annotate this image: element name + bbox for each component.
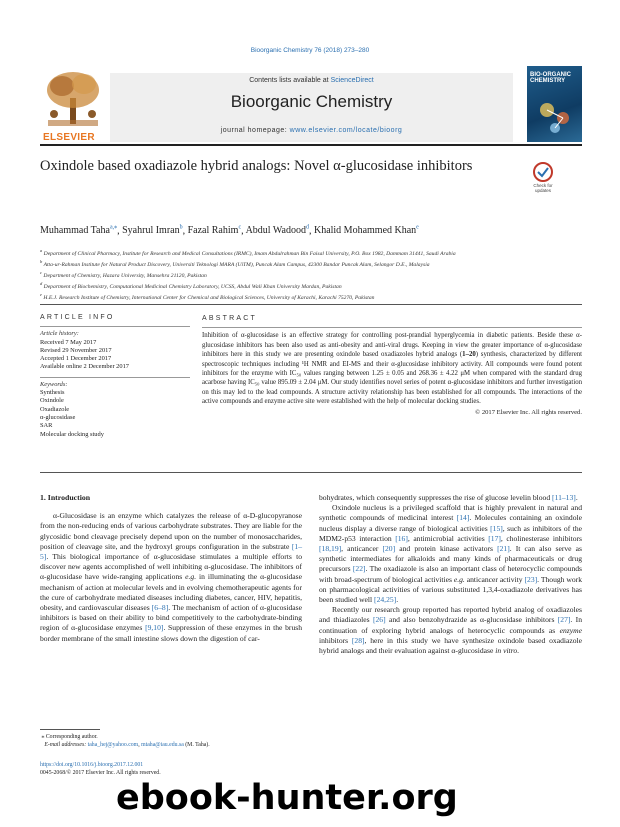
affiliation: [40, 258, 582, 269]
citation-ref[interactable]: [17]: [488, 533, 501, 543]
watermark: ebook-hunter.org: [116, 778, 458, 818]
text-run: Recently our research group reported has reported hybrid analog of oxadiazoles and thiadiazoles: [319, 605, 582, 625]
citation-ref[interactable]: [27]: [557, 615, 571, 625]
doi-link[interactable]: https://doi.org/10.1016/j.bioorg.2017.12.001: [40, 762, 144, 768]
citation-ref[interactable]: [18,19]: [319, 544, 342, 554]
journal-masthead: [40, 60, 582, 142]
homepage-prefix: journal homepage:: [220, 127, 290, 134]
italic-text: enzyme: [559, 625, 582, 635]
text-run: .: [575, 493, 578, 502]
email-link[interactable]: mtaha@iau.edu.sa: [141, 742, 184, 748]
keyword: SAR: [40, 422, 53, 430]
author-name: Syahrul Imran: [122, 225, 180, 237]
italic-text: e.g.: [185, 572, 197, 582]
text-run: . It can also serve as synthetic intermediates for alkaloids and many kinds of pharmaceuticals or drug precursors: [319, 544, 582, 574]
citation-ref[interactable]: [28]: [351, 635, 365, 645]
abstract-heading: ABSTRACT: [202, 315, 257, 322]
author-sup: a,⁎: [109, 225, 118, 231]
history-item: Available online 2 December 2017: [40, 363, 129, 371]
paragraph: [319, 605, 582, 656]
keyword: Oxadiazole: [40, 405, 70, 413]
keyword: Oxindole: [40, 397, 64, 405]
citation-ref[interactable]: [6–8]: [151, 603, 169, 613]
check-updates-icon: [528, 161, 558, 183]
paragraph: [319, 503, 582, 605]
author-sup: c: [238, 225, 242, 231]
italic-text: in vitro: [495, 646, 518, 656]
section-heading: 1. Introduction: [40, 493, 91, 502]
affiliation-text: Atta-ur-Rahman Institute for Natural Product Discovery, Universiti Teknologi MARA (UiTM), Puncak Alam Campus, 42300 Bandar Puncak Alam, Selangor D.E., Malaysia: [43, 261, 430, 268]
affiliation-sup: b: [40, 259, 43, 265]
journal-citation[interactable]: Bioorganic Chemistry 76 (2018) 273–280: [250, 47, 370, 54]
compound-range: 1–20: [462, 351, 476, 359]
keywords-rule: [40, 377, 190, 378]
article-title: Oxindole based oxadiazole hybrid analogs: Novel α-glucosidase inhibitors: [40, 158, 473, 174]
author-sup: d: [305, 225, 309, 231]
contents-prefix: Contents lists available at: [249, 77, 331, 84]
text-run: . Though work on pharmacological activities of various substituted 1,3,4-oxadiazole derivatives has been studied well: [319, 574, 582, 605]
body-column-right: [319, 493, 582, 656]
author-sup: b: [179, 225, 183, 231]
affiliation-text: H.E.J. Research Institute of Chemistry, International Center for Chemical and Biological Sciences, University of Karachi, Karachi 75270, Pakistan: [43, 295, 375, 302]
affiliation-list: [40, 247, 582, 302]
author[interactable]: [40, 225, 117, 236]
italic-text: e.g.: [453, 574, 465, 584]
text-run: . The mechanism of action of α-glucosidase inhibitors is based on their ability to bind competitively to the carbohydrate-binding region of α-glucosidase enzymes: [40, 603, 302, 633]
text-run: , antimicrobial activities: [407, 533, 489, 543]
keyword: Synthesis: [40, 389, 65, 397]
article-info-rule: [40, 326, 190, 327]
affiliation: [40, 269, 582, 280]
affiliation-sup: d: [40, 281, 43, 287]
author-sup: e: [416, 225, 419, 231]
affiliation-sup: e: [40, 292, 42, 298]
email-label: E-mail addresses:: [44, 742, 87, 748]
citation-ref[interactable]: [26]: [372, 615, 386, 625]
footnote-rule: [40, 729, 100, 730]
affiliation-sup: a: [40, 248, 43, 253]
citation-ref[interactable]: [11–13]: [552, 493, 576, 502]
citation-ref[interactable]: [21]: [497, 544, 510, 554]
text-run: .: [396, 595, 399, 605]
affiliation: [40, 291, 582, 302]
corresponding-text: Corresponding author.: [45, 734, 98, 740]
text-run: inhibitors: [319, 635, 352, 645]
cover-molecule-icon: [527, 66, 582, 142]
author-list: Muhammad Taha$^{a,⁎}$, Syahrul Imran$^b$, Fazal Rahim$^c$, Abdul Wadood$^d$, Khalid Mohammed Khan$^e$: [40, 225, 419, 237]
citation-ref[interactable]: [23]: [524, 574, 538, 584]
history-item: Accepted 1 December 2017: [40, 355, 112, 363]
abstract-part: Inhibition of α-glucosidase is an effective strategy for controlling post-prandial hyperglycemia in diabetic patients. Beside these α-glucosidase inhibitors has been also used as anti-obesity and anti-viral drugs. Keeping in view the greater importance of α-glucosidase inhibitors here in this study we are presenting oxindole based oxadiazoles hybrid analogs (: [202, 332, 582, 359]
text-run: and protein kinase activators: [395, 544, 498, 554]
journal-cover[interactable]: [527, 66, 582, 142]
tree-icon: [40, 68, 106, 130]
text-run: . This biological importance of α-glucosidase stimulates a multiple efforts to discover new agents accomplished of well inhibiting α-glucosidase. The inhibitors of α-glucosidase have wide-ranging applications: [40, 552, 302, 582]
email-line: [40, 741, 302, 749]
history-item: Received 7 May 2017: [40, 338, 97, 346]
email-separator: ,: [138, 742, 142, 748]
corresponding-note: [40, 733, 302, 741]
citation-ref[interactable]: [24,25]: [374, 595, 397, 605]
text-run: . Suppression of these enzymes in the brush border membrane of the small intestine slows down the digestion of car-: [40, 623, 302, 643]
header-rule: [40, 144, 582, 146]
affiliation: [40, 280, 582, 291]
check-for-updates-badge[interactable]: [528, 161, 558, 199]
citation-ref[interactable]: [20]: [382, 544, 396, 554]
affiliation-sup: c: [40, 270, 42, 276]
footnote: [40, 733, 302, 749]
article-info: [40, 314, 190, 439]
abstract: [202, 314, 582, 417]
author[interactable]: [314, 225, 419, 236]
text-run: , here in this study we have synthesize oxindole based oxadiazole hybrid analogs and their evaluation against α-glucosidase: [319, 635, 582, 656]
abstract-text: [202, 331, 582, 406]
abstract-rule-bottom: [40, 472, 582, 473]
author-name: Muhammad Taha: [40, 225, 110, 237]
author[interactable]: [188, 225, 242, 236]
citation-ref[interactable]: [15]: [490, 523, 503, 533]
text-run: , anticancer: [341, 544, 383, 554]
text-run: . Molecules containing an oxindole nucleus display a diverse range of biological activities: [319, 513, 583, 533]
abstract-copyright: © 2017 Elsevier Inc. All rights reserved.: [475, 408, 582, 416]
text-run: Oxindole nucleus is a privileged scaffold that is highly prevalent in natural and synthetic compounds of medicinal interest: [319, 503, 582, 523]
author-name: Abdul Wadood: [245, 225, 306, 237]
affiliation-rule: [40, 304, 582, 305]
citation-ref[interactable]: [14]: [456, 513, 470, 523]
body-column-left: [40, 493, 302, 644]
author[interactable]: [246, 225, 309, 236]
affiliation-text: Department of Clinical Pharmacy, Institute for Research and Medical Consultations (IRMC), Imam Abdulrahman Bin Faisal University, P.O. Box 1982, Dammam 31441, Saudi Arabia: [43, 250, 456, 257]
text-run: .: [517, 646, 520, 656]
keyword: α-glucosidase: [40, 413, 76, 421]
author-name: Fazal Rahim: [187, 225, 239, 237]
text-run: anticancer activity: [464, 574, 525, 584]
text-run: . In continuation of exploring hybrid analogs of heterocyclic compounds as: [319, 615, 583, 635]
issn-line: 0045-2068/© 2017 Elsevier Inc. All rights reserved.: [40, 770, 161, 776]
author[interactable]: [122, 225, 183, 236]
journal-homepage: [110, 127, 513, 134]
text-run: . The oxadiazole is also an important class of heterocyclic compounds with broad-spectrum of biological activities: [319, 564, 582, 584]
corresponding-mark: ⁎: [41, 734, 45, 740]
text-run: and also benzohydrazide as α-glucosidase inhibitors: [385, 615, 558, 625]
affiliation-text: Department of Biochemistry, Computational Medicinal Chemistry Laboratory, UCSS, Abdul Wali Khan University Mardan, Pakistan: [43, 284, 342, 291]
paragraph: [319, 493, 582, 503]
keywords-label: Keywords:: [40, 380, 68, 388]
cover-title-line2: CHEMISTRY: [530, 78, 566, 84]
article-info-heading: ARTICLE INFO: [40, 314, 115, 321]
text-run: in illuminating the α-glucosidase mechanism of action at molecular levels and in evolving chemotherapeutic agents for the cure of carbohydrate mediated diseases including diabetes, cancer, HIV, hepatitis, obesity, and cardiovascular diseases: [40, 572, 303, 613]
sciencedirect-link[interactable]: ScienceDirect: [330, 77, 374, 84]
affiliation: [40, 247, 582, 258]
text-run: α-Glucosidase is an enzyme which catalyzes the release of α-D-glucopyranose from the non-reducing ends of various carbohydrate substrates. They are liable for the glycosidic bond cleavage precisely depend upon on the number of monosaccharides, position of cleavage site, and the hydroxyl groups configuration in the substrate: [40, 511, 302, 551]
cover-title-line1: BIO-ORGANIC: [530, 72, 571, 78]
citation-ref[interactable]: [22]: [352, 564, 366, 574]
email-link[interactable]: taha_hej@yahoo.com: [87, 742, 139, 748]
abstract-part: ) synthesis, characterized by different spectroscopic techniques including ¹H NMR and EI-MS and their α-glucosidase inhibitory activity. All compounds were found potent inhibitors for the enzyme with IC₅₀ values ranging between 1.25 ± 0.05 and 268.36 ± 4.22 μM when compared with the standard drug acarbose having IC₅₀ value 895.09 ± 2.04 μM. Our study identifies novel series of potent α-glucosidase inhibitors and further investigation on this may led to the lead compounds. A structure activity relationship has been established for all compounds. The interactions of the active compounds and enzyme active site were established with the help of molecular docking studies.: [202, 351, 582, 406]
citation-ref[interactable]: [1–5]: [40, 541, 302, 562]
text-run: bohydrates, which consequently suppresses the rise of glucose levelin blood: [319, 493, 553, 502]
contents-line: [110, 77, 513, 84]
citation-ref[interactable]: [9,10]: [145, 623, 164, 633]
keyword: Molecular docking study: [40, 430, 104, 438]
elsevier-logo[interactable]: [40, 68, 106, 142]
history-item: Revised 29 November 2017: [40, 346, 112, 354]
history-label: Article history:: [40, 330, 79, 338]
homepage-link[interactable]: www.elsevier.com/locate/bioorg: [289, 127, 403, 134]
email-suffix: (M. Taha).: [183, 742, 210, 748]
paragraph: [40, 511, 302, 644]
abstract-rule: [202, 327, 582, 328]
citation-ref[interactable]: [16]: [395, 533, 408, 543]
journal-banner: [110, 73, 513, 142]
affiliation-text: Department of Chemistry, Hazara University, Mansehra 21120, Pakistan: [43, 272, 207, 279]
author-name: Khalid Mohammed Khan: [313, 225, 417, 237]
text-run: , cholinesterase inhibitors: [500, 533, 582, 543]
check-updates-label: Check for updates: [533, 183, 553, 193]
doi-block: [40, 761, 340, 777]
journal-title: Bioorganic Chemistry: [230, 92, 393, 111]
elsevier-wordmark: ELSEVIER: [43, 132, 95, 143]
text-run: , such as inhibitors of the MDM2-p53 interaction: [319, 523, 582, 543]
